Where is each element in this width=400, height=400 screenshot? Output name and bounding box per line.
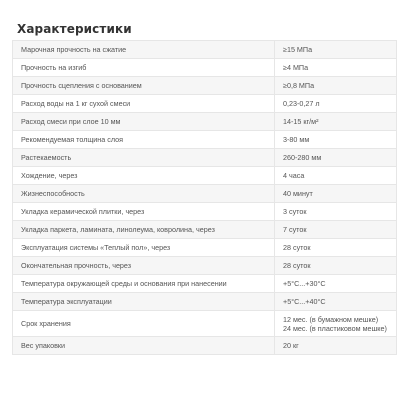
spec-label: Вес упаковки [13, 337, 275, 355]
spec-value: ≥15 МПа [275, 41, 397, 59]
specs-table [12, 40, 397, 355]
table-row [13, 95, 397, 113]
spec-label: Укладка керамической плитки, через [13, 203, 275, 221]
spec-label: Расход воды на 1 кг сухой смеси [13, 95, 275, 113]
spec-label: Хождение, через [13, 167, 275, 185]
table-row [13, 293, 397, 311]
spec-label: Температура окружающей среды и основания при нанесении [13, 275, 275, 293]
spec-value: 14-15 кг/м² [275, 113, 397, 131]
spec-value: 20 кг [275, 337, 397, 355]
spec-label: Температура эксплуатации [13, 293, 275, 311]
table-row [13, 41, 397, 59]
spec-value: 0,23-0,27 л [275, 95, 397, 113]
spec-label: Растекаемость [13, 149, 275, 167]
spec-value: +5°С...+30°С [275, 275, 397, 293]
table-row [13, 185, 397, 203]
table-row [13, 149, 397, 167]
spec-value: 7 суток [275, 221, 397, 239]
table-row [13, 113, 397, 131]
table-row [13, 239, 397, 257]
spec-label: Рекомендуемая толщина слоя [13, 131, 275, 149]
spec-value: 12 мес. (в бумажном мешке) 24 мес. (в пластиковом мешке) [275, 311, 397, 337]
spec-value: 28 суток [275, 257, 397, 275]
table-row [13, 203, 397, 221]
spec-value: ≥4 МПа [275, 59, 397, 77]
table-row [13, 77, 397, 95]
spec-value: 40 минут [275, 185, 397, 203]
table-row [13, 275, 397, 293]
table-row [13, 311, 397, 337]
spec-label: Расход смеси при слое 10 мм [13, 113, 275, 131]
spec-label: Жизнеспособность [13, 185, 275, 203]
section-title: Характеристики [17, 22, 132, 36]
table-row [13, 131, 397, 149]
spec-label: Укладка паркета, ламината, линолеума, ковролина, через [13, 221, 275, 239]
table-row [13, 337, 397, 355]
spec-label: Прочность сцепления с основанием [13, 77, 275, 95]
spec-value: 3-80 мм [275, 131, 397, 149]
spec-label: Эксплуатация системы «Теплый пол», через [13, 239, 275, 257]
spec-value: 3 суток [275, 203, 397, 221]
spec-value: +5°С...+40°С [275, 293, 397, 311]
spec-value: 28 суток [275, 239, 397, 257]
spec-value: 4 часа [275, 167, 397, 185]
spec-label: Окончательная прочность, через [13, 257, 275, 275]
table-row [13, 221, 397, 239]
spec-label: Прочность на изгиб [13, 59, 275, 77]
spec-value: ≥0,8 МПа [275, 77, 397, 95]
table-row [13, 257, 397, 275]
table-row [13, 167, 397, 185]
table-row [13, 59, 397, 77]
spec-label: Марочная прочность на сжатие [13, 41, 275, 59]
spec-value: 260-280 мм [275, 149, 397, 167]
spec-label: Срок хранения [13, 311, 275, 337]
